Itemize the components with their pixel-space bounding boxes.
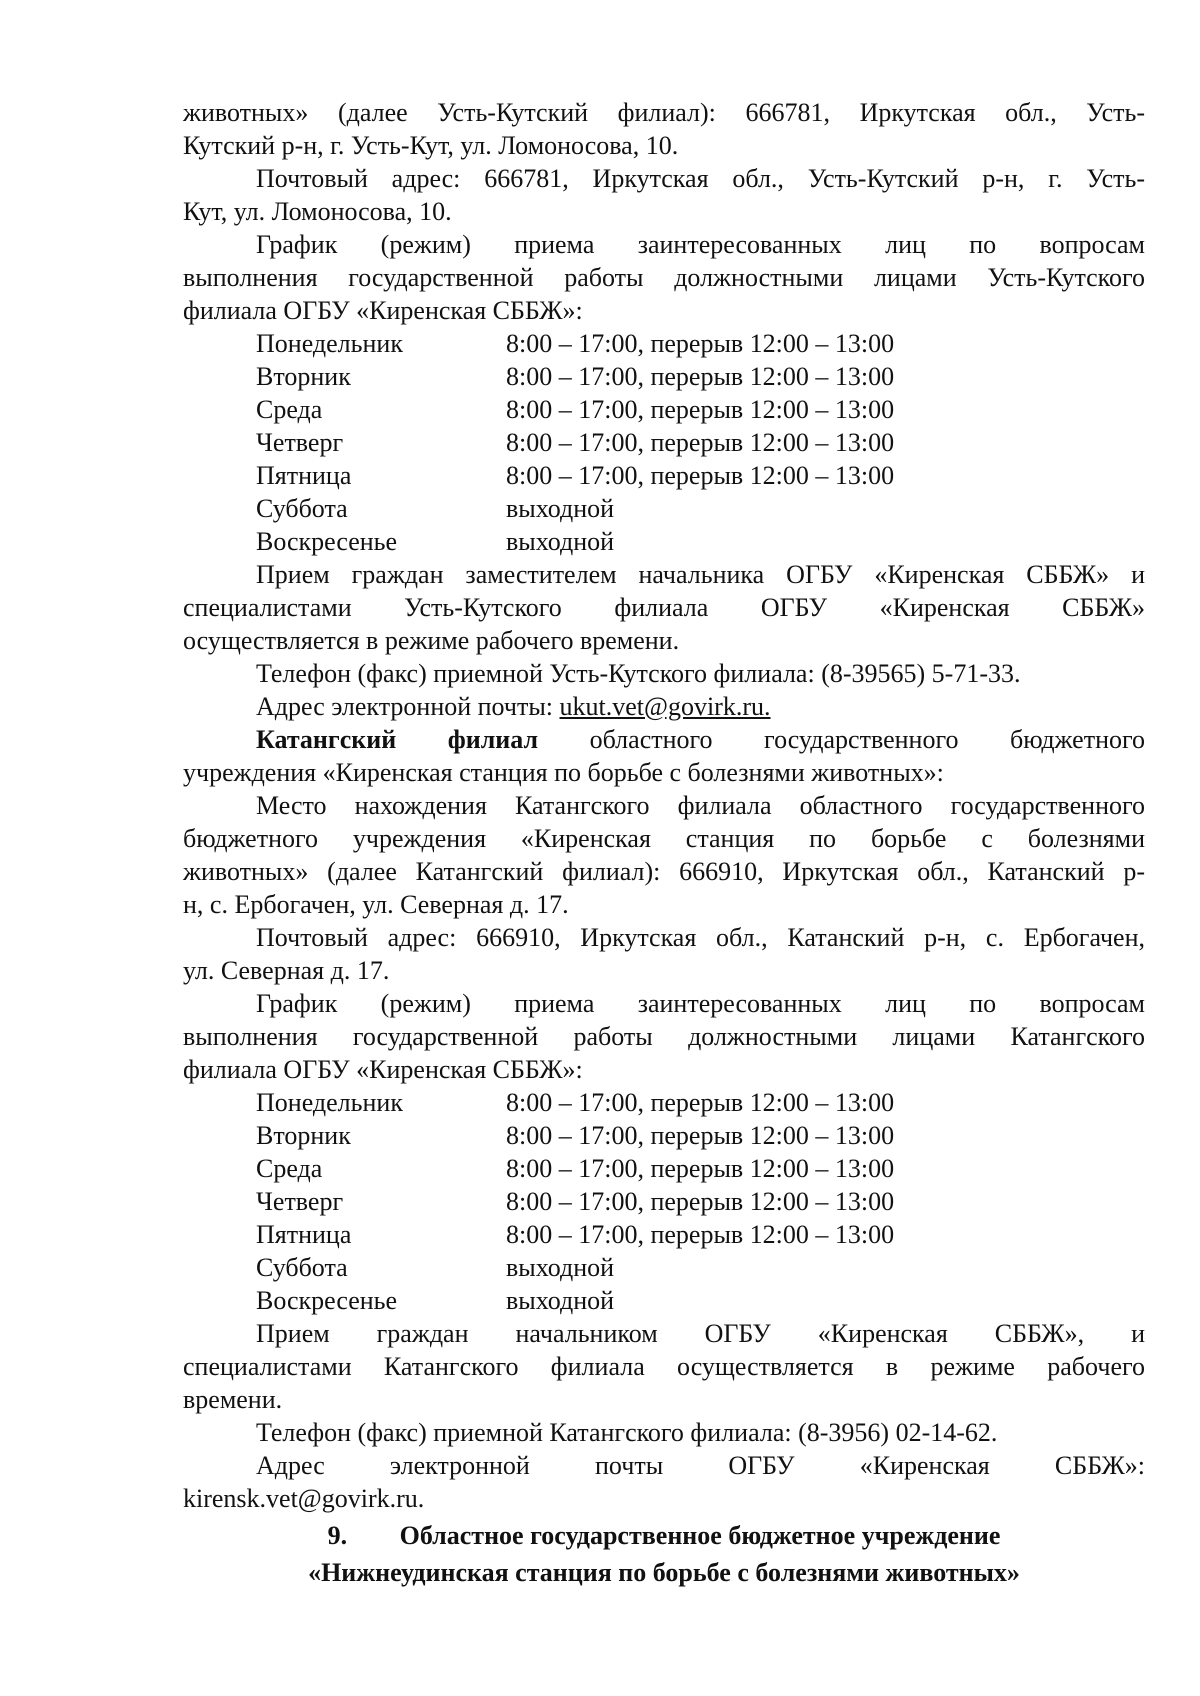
- paragraph-ust-kut-postal: [183, 162, 1145, 195]
- schedule-hours: выходной: [506, 527, 615, 556]
- schedule-day: Воскресенье: [256, 1286, 398, 1315]
- text-line: бюджетного учреждения «Киренская станция по борьбе с болезнями: [183, 824, 1145, 853]
- section-heading-line-2: «Нижнеудинская станция по борьбе с болезнями животных»: [308, 1558, 1020, 1587]
- text-line: областного государственного бюджетного: [538, 725, 1145, 754]
- paragraph-ust-kut-location-end: [183, 129, 1145, 162]
- paragraph-ust-kut-schedule-intro: [183, 228, 1145, 261]
- paragraph-ust-kut-schedule-intro-3: [183, 294, 1145, 327]
- schedule-hours: 8:00 – 17:00, перерыв 12:00 – 13:00: [506, 1220, 895, 1249]
- schedule-day: Вторник: [256, 1121, 351, 1150]
- schedule-hours: 8:00 – 17:00, перерыв 12:00 – 13:00: [506, 1088, 895, 1117]
- paragraph-ust-kut-schedule-intro-2: [183, 261, 1145, 294]
- schedule-hours: 8:00 – 17:00, перерыв 12:00 – 13:00: [506, 329, 895, 358]
- paragraph-ust-kut-reception-3: [183, 624, 1145, 657]
- schedule-row: [256, 393, 1145, 426]
- schedule-row: [256, 360, 1145, 393]
- paragraph-katanga-location-4: [183, 888, 1145, 921]
- schedule-day: Понедельник: [256, 1088, 403, 1117]
- paragraph-katanga-schedule-intro-3: [183, 1053, 1145, 1086]
- paragraph-katanga-schedule-intro-2: [183, 1020, 1145, 1053]
- paragraph-ust-kut-reception-2: [183, 591, 1145, 624]
- paragraph-katanga-postal: [183, 921, 1145, 954]
- email-link[interactable]: ukut.vet@govirk.ru.: [559, 692, 771, 721]
- schedule-row: [256, 1185, 1145, 1218]
- text-line: Почтовый адрес: 666781, Иркутская обл., Усть-Кутский р-н, г. Усть-: [256, 164, 1145, 193]
- section-heading-line-1: [183, 1517, 1145, 1554]
- schedule-day: Четверг: [256, 1187, 344, 1216]
- schedule-table-katanga: [256, 1086, 1145, 1317]
- text-line: н, с. Ербогачен, ул. Северная д. 17.: [183, 890, 569, 919]
- text-line: специалистами Катангского филиала осуществляется в режиме рабочего: [183, 1352, 1145, 1381]
- schedule-hours: выходной: [506, 494, 615, 523]
- phone-text: Телефон (факс) приемной Катангского филиала: (8-3956) 02-14-62.: [256, 1418, 998, 1447]
- paragraph-katanga-reception-2: [183, 1350, 1145, 1383]
- branch-name: Катангский филиал: [256, 725, 539, 754]
- paragraph-ust-kut-email: [183, 690, 1145, 723]
- text-line: выполнения государственной работы должностными лицами Усть-Кутского: [183, 263, 1145, 292]
- text-line: учреждения «Киренская станция по борьбе с болезнями животных»:: [183, 758, 944, 787]
- schedule-day: Вторник: [256, 362, 351, 391]
- schedule-day: Воскресенье: [256, 527, 398, 556]
- paragraph-katanga-reception: [183, 1317, 1145, 1350]
- schedule-row: [256, 1119, 1145, 1152]
- schedule-row: [256, 1251, 1145, 1284]
- text-line: Прием граждан заместителем начальника ОГБУ «Киренская СББЖ» и: [256, 560, 1145, 589]
- paragraph-ust-kut-location: [183, 96, 1145, 129]
- text-line: времени.: [183, 1385, 283, 1414]
- paragraph-ust-kut-phone: [183, 657, 1145, 690]
- text-line: Кутский р-н, г. Усть-Кут, ул. Ломоносова, 10.: [183, 131, 679, 160]
- schedule-row: [256, 1086, 1145, 1119]
- schedule-hours: 8:00 – 17:00, перерыв 12:00 – 13:00: [506, 1187, 895, 1216]
- schedule-day: Среда: [256, 1154, 323, 1183]
- schedule-row: [256, 327, 1145, 360]
- text-line: Кут, ул. Ломоносова, 10.: [183, 197, 452, 226]
- text-line: выполнения государственной работы должностными лицами Катангского: [183, 1022, 1145, 1051]
- schedule-day: Суббота: [256, 494, 348, 523]
- text-line: Адрес электронной почты ОГБУ «Киренская СББЖ»:: [256, 1451, 1145, 1480]
- text-line: Почтовый адрес: 666910, Иркутская обл., Катанский р-н, с. Ербогачен,: [256, 923, 1145, 952]
- text-line: филиала ОГБУ «Киренская СББЖ»:: [183, 296, 583, 325]
- schedule-hours: 8:00 – 17:00, перерыв 12:00 – 13:00: [506, 1154, 895, 1183]
- section-title: Областное государственное бюджетное учреждение: [399, 1521, 1001, 1550]
- schedule-row: [256, 492, 1145, 525]
- paragraph-katanga-email: [183, 1449, 1145, 1482]
- paragraph-ust-kut-postal-end: [183, 195, 1145, 228]
- schedule-row: [256, 525, 1145, 558]
- document-body: [183, 96, 1145, 1591]
- schedule-hours: 8:00 – 17:00, перерыв 12:00 – 13:00: [506, 1121, 895, 1150]
- schedule-row: [256, 1218, 1145, 1251]
- schedule-day: Четверг: [256, 428, 344, 457]
- schedule-row: [256, 459, 1145, 492]
- paragraph-katanga-phone: [183, 1416, 1145, 1449]
- paragraph-ust-kut-reception: [183, 558, 1145, 591]
- schedule-table-ust-kut: [256, 327, 1145, 558]
- schedule-hours: 8:00 – 17:00, перерыв 12:00 – 13:00: [506, 395, 895, 424]
- schedule-row: [256, 1284, 1145, 1317]
- schedule-row: [256, 1152, 1145, 1185]
- paragraph-katanga-branch-title: [183, 723, 1145, 756]
- text-line: животных» (далее Катангский филиал): 666910, Иркутская обл., Катанский р-: [183, 857, 1145, 886]
- text-line: специалистами Усть-Кутского филиала ОГБУ «Киренская СББЖ»: [183, 593, 1145, 622]
- paragraph-katanga-reception-3: [183, 1383, 1145, 1416]
- paragraph-katanga-location: [183, 789, 1145, 822]
- paragraph-katanga-email-2: [183, 1482, 1145, 1515]
- schedule-day: Среда: [256, 395, 323, 424]
- paragraph-katanga-schedule-intro: [183, 987, 1145, 1020]
- email-link[interactable]: kirensk.vet@govirk.ru.: [183, 1484, 425, 1513]
- text-line: График (режим) приема заинтересованных лиц по вопросам: [256, 989, 1145, 1018]
- text-line: Место нахождения Катангского филиала областного государственного: [256, 791, 1145, 820]
- text-line: ул. Северная д. 17.: [183, 956, 390, 985]
- schedule-row: [256, 426, 1145, 459]
- text-line: Прием граждан начальником ОГБУ «Киренская СББЖ», и: [256, 1319, 1145, 1348]
- schedule-hours: 8:00 – 17:00, перерыв 12:00 – 13:00: [506, 428, 895, 457]
- email-label: Адрес электронной почты:: [256, 692, 560, 721]
- schedule-day: Понедельник: [256, 329, 403, 358]
- schedule-day: Пятница: [256, 1220, 352, 1249]
- section-number: 9.: [327, 1521, 348, 1550]
- paragraph-katanga-postal-2: [183, 954, 1145, 987]
- text-line: осуществляется в режиме рабочего времени.: [183, 626, 680, 655]
- paragraph-katanga-branch-title-2: [183, 756, 1145, 789]
- phone-text: Телефон (факс) приемной Усть-Кутского филиала: (8-39565) 5-71-33.: [256, 659, 1021, 688]
- schedule-hours: выходной: [506, 1286, 615, 1315]
- schedule-hours: 8:00 – 17:00, перерыв 12:00 – 13:00: [506, 461, 895, 490]
- schedule-hours: выходной: [506, 1253, 615, 1282]
- text-line: График (режим) приема заинтересованных лиц по вопросам: [256, 230, 1145, 259]
- schedule-day: Суббота: [256, 1253, 348, 1282]
- schedule-hours: 8:00 – 17:00, перерыв 12:00 – 13:00: [506, 362, 895, 391]
- text-line: филиала ОГБУ «Киренская СББЖ»:: [183, 1055, 583, 1084]
- paragraph-katanga-location-3: [183, 855, 1145, 888]
- paragraph-katanga-location-2: [183, 822, 1145, 855]
- schedule-day: Пятница: [256, 461, 352, 490]
- section-heading: [183, 1517, 1145, 1591]
- text-line: животных» (далее Усть-Кутский филиал): 666781, Иркутская обл., Усть-: [183, 98, 1145, 127]
